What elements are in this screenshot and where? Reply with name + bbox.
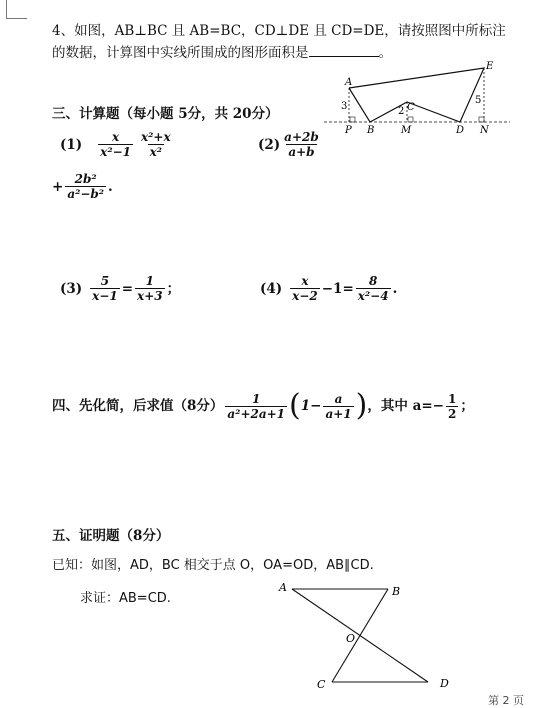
s4-inner-frac-num: a — [334, 391, 343, 406]
p2-frac — [282, 130, 321, 159]
s4-frac-num: 1 — [252, 391, 261, 406]
s4-inner: 1− — [300, 398, 322, 414]
p4-label: (4) — [260, 280, 283, 297]
p4-end: . — [392, 280, 398, 297]
p3-label: (3) — [60, 280, 83, 297]
section3-title: 三、计算题（每小题 5分，共 20分） — [52, 106, 279, 122]
p1-frac2-num: x²+x — [141, 130, 171, 144]
left-paren: ( — [289, 388, 301, 423]
p4-frac1-num: x — [301, 274, 309, 288]
p3-frac1 — [90, 274, 120, 303]
section5-prove: 求证：AB=CD. — [80, 591, 171, 606]
p3-eq: = — [121, 280, 134, 297]
p1-frac2-den: x² — [149, 145, 163, 159]
answer-blank[interactable] — [309, 42, 379, 57]
figure-triangles — [276, 578, 466, 692]
page-corner-mark — [6, 0, 27, 19]
right-angle-n — [479, 117, 484, 122]
p1-frac3-den: a²−b² — [67, 187, 105, 201]
p3-frac1-den: x−1 — [92, 289, 118, 303]
p3-frac2-den: x+3 — [137, 289, 163, 303]
section4 — [52, 388, 474, 423]
right-angle-p — [350, 117, 355, 122]
p4-frac2 — [356, 274, 391, 303]
s4-value-frac — [446, 392, 458, 421]
s4-frac — [225, 392, 287, 421]
label-B: B — [392, 585, 401, 598]
p3-frac2 — [135, 274, 165, 303]
label-O: O — [346, 632, 356, 645]
p1-frac1-den: x²−1 — [100, 145, 131, 159]
p2-label: (2) — [258, 136, 281, 153]
p2-frac-num: a+2b — [284, 130, 319, 144]
segment-bc — [332, 589, 388, 682]
label-D: D — [440, 677, 449, 690]
figure-polygon — [322, 58, 512, 140]
label-C: C — [317, 678, 326, 691]
p1-frac2 — [139, 130, 173, 159]
p4-frac2-num: 8 — [369, 274, 378, 288]
p2-frac-den: a+b — [288, 145, 315, 159]
problem-4 — [260, 274, 397, 303]
len-cm: 2 — [398, 106, 405, 117]
p4-frac1 — [290, 274, 320, 303]
p4-frac2-den: x²−4 — [357, 289, 389, 303]
s4-end: ； — [460, 398, 474, 414]
problem-2 — [258, 130, 323, 159]
p3-end: ； — [166, 280, 181, 297]
problem-1 — [60, 130, 175, 159]
outline — [349, 68, 484, 122]
len-ap: 3 — [341, 101, 348, 112]
label-b: B — [367, 125, 375, 136]
s4-where: ，其中 a=− — [367, 398, 444, 414]
page-number: 第 2 页 — [488, 694, 524, 707]
label-e: E — [486, 61, 494, 72]
problem-3 — [60, 274, 180, 303]
p4-mid: −1= — [321, 280, 354, 297]
p1-frac1-num: x — [112, 130, 120, 144]
p1-label: (1) — [60, 136, 83, 153]
label-c: C — [407, 102, 415, 113]
p4-frac1-den: x−2 — [292, 289, 318, 303]
s4-value-den: 2 — [447, 406, 457, 421]
label-n: N — [480, 125, 489, 136]
len-en: 5 — [475, 95, 482, 106]
p3-frac2-num: 1 — [145, 274, 154, 288]
section5-given: 已知：如图，AD，BC 相交于点 O，OA=OD，AB∥CD. — [52, 558, 374, 573]
p1-frac3 — [65, 172, 106, 201]
right-paren: ) — [355, 388, 368, 423]
q4-end: 。 — [378, 45, 392, 61]
label-a: A — [345, 77, 353, 88]
q4-line1 — [52, 20, 506, 42]
section5-title: 五、证明题（8分） — [52, 528, 170, 544]
s4-inner-frac — [323, 392, 353, 421]
label-p: P — [345, 125, 352, 136]
s4-frac-den: a²+2a+1 — [227, 406, 286, 421]
q4-line2-text: 的数据，计算图中实线所围成的图形面积是 — [52, 45, 309, 61]
section4-title: 四、先化简，后求值（8分） — [52, 398, 224, 414]
p1-end: . — [108, 178, 113, 195]
p1-plus: + — [52, 178, 64, 195]
s4-value-num: 1 — [447, 391, 457, 406]
p1-frac1 — [98, 130, 133, 159]
s4-inner-frac-den: a+1 — [325, 406, 352, 421]
p3-frac1-num: 5 — [100, 274, 110, 288]
label-d: D — [456, 125, 465, 136]
p1-frac3-num: 2b² — [74, 172, 97, 186]
label-A: A — [279, 581, 287, 594]
problem-1-cont — [52, 172, 113, 201]
label-m: M — [401, 125, 412, 136]
right-angle-m — [408, 117, 413, 122]
q4-line1-text: 4、如图，AB⊥BC 且 AB=BC，CD⊥DE 且 CD=DE，请按照图中所标注 — [52, 23, 506, 39]
